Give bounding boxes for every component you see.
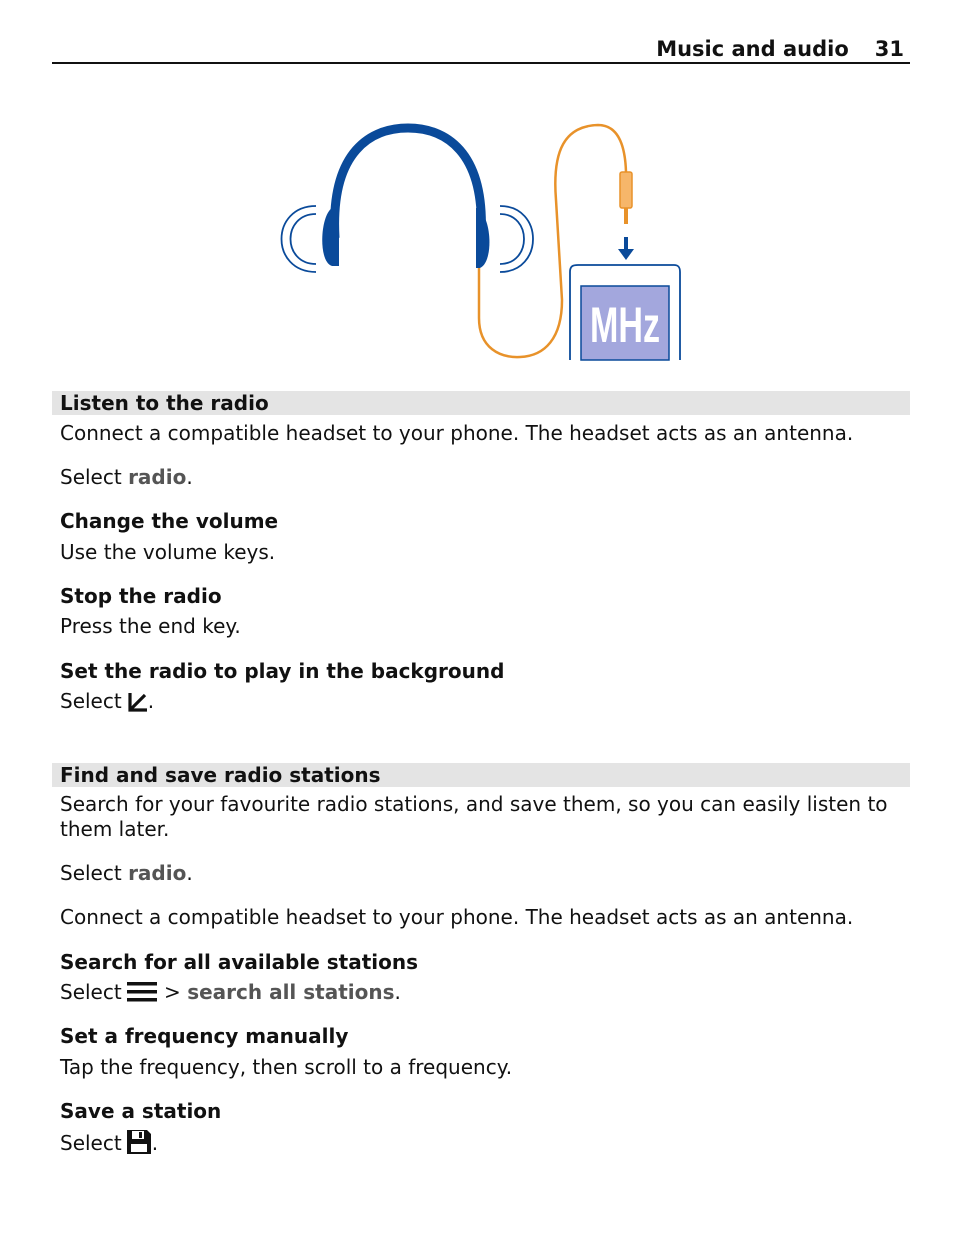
heading-save-station: Save a station	[60, 1099, 222, 1123]
heading-change-volume: Change the volume	[60, 509, 279, 533]
section2-connect: Connect a compatible headset to your phone. The headset acts as an antenna.	[60, 905, 854, 929]
sound-wave-left-inner-icon	[291, 214, 317, 264]
section-find-save-stations	[52, 763, 910, 787]
frequency-label: MHz	[590, 297, 660, 353]
save-station-instruction	[60, 1129, 900, 1156]
page-header	[52, 36, 910, 64]
headband-icon	[335, 128, 482, 238]
instruction-text: Select	[60, 861, 129, 885]
heading-search-stations: Search for all available stations	[60, 950, 419, 974]
sound-wave-right-outer-icon	[500, 206, 533, 272]
section1-intro: Connect a compatible headset to your phone. The headset acts as an antenna.	[60, 421, 854, 445]
radio-keyword: radio	[128, 465, 187, 489]
instruction-text: Select	[60, 689, 122, 713]
instruction-suffix: .	[394, 980, 401, 1004]
change-volume-text: Use the volume keys.	[60, 540, 276, 564]
audio-jack-icon	[620, 172, 632, 208]
section2-select-instruction	[60, 861, 900, 886]
menu-separator: >	[157, 980, 188, 1004]
sound-wave-right-inner-icon	[500, 214, 524, 264]
search-all-stations-keyword: search all stations	[187, 980, 395, 1004]
stop-radio-text: Press the end key.	[60, 614, 241, 638]
section-listen-radio	[52, 391, 910, 415]
headset-radio-illustration	[270, 110, 690, 365]
heading-background: Set the radio to play in the background	[60, 659, 505, 683]
right-earcup-icon	[476, 208, 489, 268]
heading-stop-radio: Stop the radio	[60, 584, 222, 608]
instruction-text: Select	[60, 465, 129, 489]
save-icon	[126, 1129, 152, 1155]
section1-select-instruction	[60, 465, 900, 490]
left-earcup-icon	[322, 208, 339, 266]
section-title: Listen to the radio	[60, 391, 269, 415]
page-number: 31	[874, 37, 904, 61]
instruction-suffix: .	[186, 861, 193, 885]
chapter-title: Music and audio	[656, 37, 849, 61]
section2-intro: Search for your favourite radio stations, and save them, so you can easily listen to them later.	[60, 792, 888, 841]
sound-wave-left-outer-icon	[282, 206, 317, 272]
menu-icon	[126, 980, 158, 1004]
instruction-text: Select	[60, 1131, 122, 1155]
section-title: Find and save radio stations	[60, 763, 381, 787]
radio-keyword: radio	[128, 861, 187, 885]
background-instruction	[60, 689, 900, 714]
instruction-suffix: .	[147, 689, 155, 713]
set-frequency-text: Tap the frequency, then scroll to a frequency.	[60, 1055, 513, 1079]
instruction-suffix: .	[151, 1131, 159, 1155]
instruction-suffix: .	[186, 465, 193, 489]
heading-set-frequency: Set a frequency manually	[60, 1024, 349, 1048]
instruction-text: Select	[60, 980, 122, 1004]
minimize-arrow-icon	[126, 691, 148, 713]
search-stations-instruction	[60, 980, 900, 1005]
